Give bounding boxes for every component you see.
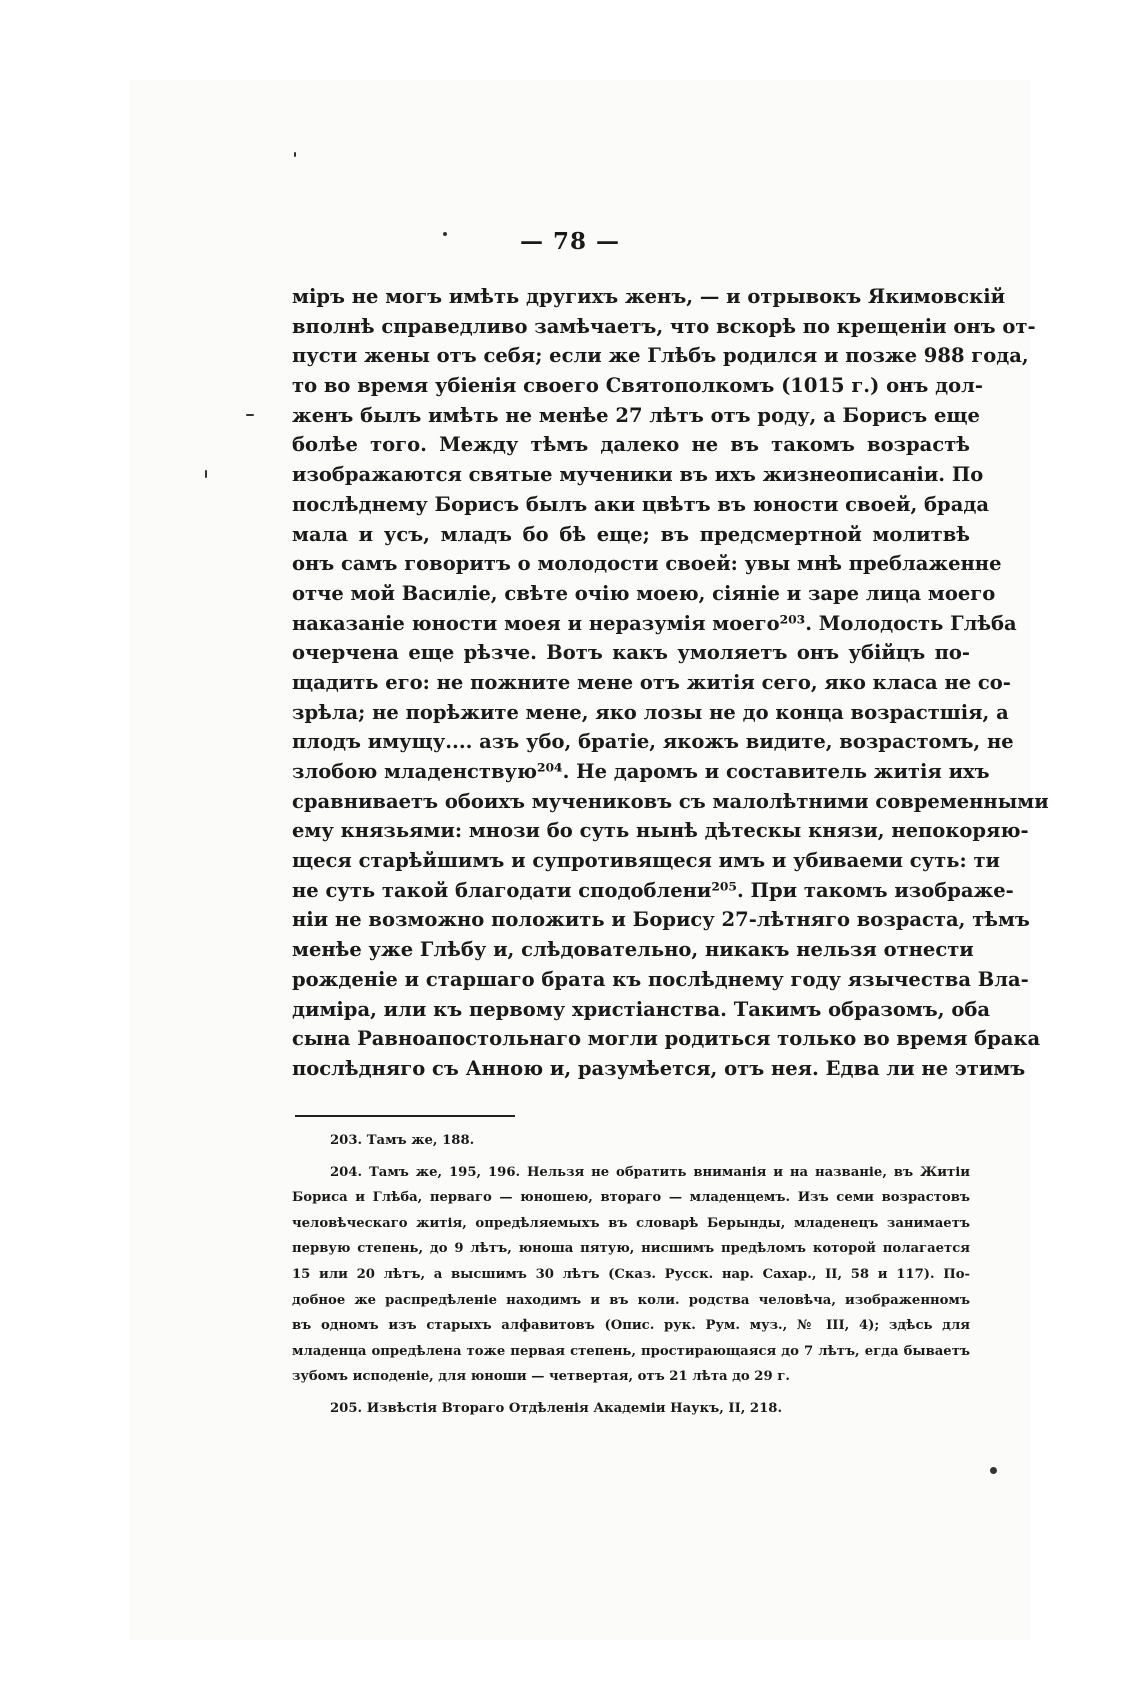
footnote-separator <box>295 1115 515 1117</box>
text-line: сравниваетъ обоихъ мучениковъ съ малолѣтними современными <box>292 789 1049 813</box>
text-line: не суть такой благодати сподоблени²⁰⁵. При такомъ изображе- <box>292 878 1014 902</box>
footnote-204-line: Бориса и Глѣба, перваго — юношею, втораго — младенцемъ. Изъ семи возрастовъ <box>292 1190 970 1206</box>
text-line: злобою младенствую²⁰⁴. Не даромъ и составитель житія ихъ <box>292 760 990 783</box>
text-line: плодъ имущу.... азъ убо, братіе, якожъ видите, возрастомъ, не <box>292 730 1014 754</box>
text-line: то во время убіенія своего Святополкомъ (1015 г.) онъ дол- <box>292 374 983 398</box>
text-line: зрѣла; не порѣжите мене, яко лозы не до конца возрастшія, а <box>292 700 1009 724</box>
footnotes <box>292 1128 970 1422</box>
text-line: менѣе уже Глѣбу и, слѣдовательно, никакъ нельзя отнести <box>292 938 974 962</box>
text-line: онъ самъ говоритъ о молодости своей: увы мнѣ преблаженне <box>292 552 1002 576</box>
text-line: щадить его: не пожните мене отъ житія сего, яко класа не со- <box>292 670 1011 694</box>
text-line: женъ былъ имѣть не менѣе 27 лѣтъ отъ роду, а Борисъ еще <box>292 403 980 427</box>
scan-speck <box>443 232 447 236</box>
text-line: диміра, или къ первому христіанства. Такимъ образомъ, оба <box>292 997 990 1021</box>
scan-speck <box>205 470 207 478</box>
footnote-205: 205. Извѣстія Втораго Отдѣленія Академіи Наукъ, II, 218. <box>330 1400 783 1416</box>
text-line: вполнѣ справедливо замѣчаетъ, что вскорѣ по крещеніи онъ от- <box>292 314 1036 338</box>
text-line: наказаніе юности моея и неразумія моего²⁰³. Молодость Глѣба <box>292 611 1017 635</box>
scan-speck <box>294 152 296 157</box>
scan-speck <box>990 1467 997 1474</box>
footnote-204-line: младенца опредѣлена тоже первая степень, простирающаяся до 7 лѣтъ, егда бываетъ <box>292 1343 970 1359</box>
text-line: пусти жены отъ себя; если же Глѣбъ родился и позже 988 года, <box>292 344 1029 368</box>
text-line: ніи не возможно положить и Борису 27-лѣтняго возраста, тѣмъ <box>292 908 1030 932</box>
text-line: мала и усъ, младъ бо бѣ еще; въ предсмертной молитвѣ <box>292 522 970 546</box>
text-line: очерчена еще рѣзче. Вотъ какъ умоляетъ онъ убійцъ по- <box>292 641 970 665</box>
footnote-203: 203. Тамъ же, 188. <box>330 1133 475 1148</box>
page-number: — 78 — <box>519 228 621 255</box>
text-line: міръ не могъ имѣть другихъ женъ, — и отрывокъ Якимовскій <box>292 285 1006 308</box>
footnote-204: 204. Тамъ же, 195, 196. Нельзя не обратить вниманія и на названіе, въ Житіи <box>330 1164 970 1180</box>
text-line: болѣе того. Между тѣмъ далеко не въ такомъ возрастѣ <box>292 433 970 457</box>
text-line: ему князьями: мнози бо суть нынѣ дѣтескы князи, непокоряю- <box>292 819 1029 843</box>
footnote-204-line: человѣческаго житія, опредѣляемыхъ въ словарѣ Берынды, младенецъ занимаетъ <box>292 1215 970 1231</box>
footnote-204-line: 15 или 20 лѣтъ, а высшимъ 30 лѣтъ (Сказ. Русск. нар. Сахар., II, 58 и 117). По- <box>292 1266 970 1282</box>
footnote-204-line: добное же распредѣленіе находимъ и въ коли. родства человѣча, изображенномъ <box>292 1292 970 1308</box>
footnote-204-line: первую степень, до 9 лѣтъ, юноша пятую, нисшимъ предѣломъ которой полагается <box>292 1241 970 1257</box>
text-line: рожденіе и старшаго брата къ послѣднему году язычества Вла- <box>292 967 1029 991</box>
text-line: щеся старѣйшимъ и супротивящеся имъ и убиваеми суть: ти <box>292 849 1001 873</box>
text-line: сына Равноапостольнаго могли родиться только во время брака <box>292 1027 1041 1051</box>
text-line: изображаются святые мученики въ ихъ жизнеописаніи. По <box>292 463 984 487</box>
text-line: послѣдняго съ Анною и, разумѣется, отъ нея. Едва ли не этимъ <box>292 1056 1026 1080</box>
footnote-204-line: въ одномъ изъ старыхъ алфавитовъ (Опис. рук. Рум. муз., № III, 4); здѣсь для <box>292 1318 970 1334</box>
text-line: послѣднему Борисъ былъ аки цвѣтъ въ юности своей, брада <box>292 492 989 516</box>
main-text <box>292 282 1049 1084</box>
footnote-204-line: зубомъ исподеніе, для юноши — четвертая, отъ 21 лѣта до 29 г. <box>292 1369 790 1385</box>
scan-speck <box>246 414 254 416</box>
text-line: отче мой Василіе, свѣте очію моею, сіяніе и заре лица моего <box>292 581 996 605</box>
